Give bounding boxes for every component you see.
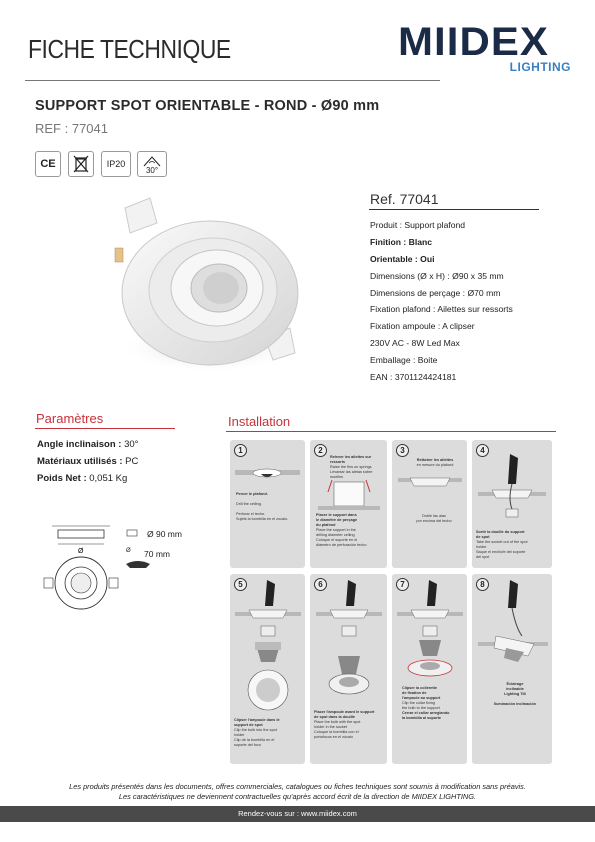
product-title: SUPPORT SPOT ORIENTABLE - ROND - Ø90 mm (35, 98, 380, 114)
spec-row: Produit : Support plafond (370, 220, 466, 230)
param-row: Matériaux utilisés : PC (37, 456, 139, 467)
footer-website-link[interactable]: Rendez-vous sur : www.miidex.com (0, 806, 595, 822)
dim-diameter: Ø 90 mm (147, 529, 182, 539)
disclaimer-line: Les caractéristiques ne deviennent contractuelles qu'après accord écrit de la direction de MIIDEX LIGHTING. (118, 792, 477, 801)
install-step-1: 1 Percer le plafond. Drill the ceiling. Perforar el techo. Sujets la bombilla en el zocalo. (230, 440, 305, 568)
document-title: FICHE TECHNIQUE (28, 34, 231, 64)
param-row: Poids Net : 0,051 Kg (37, 473, 128, 484)
installation-divider (226, 431, 556, 432)
svg-text:Ø: Ø (78, 548, 84, 555)
parametres-heading: Paramètres (36, 411, 104, 426)
spec-reference: Ref. 77041 (370, 191, 439, 207)
parametres-list (37, 436, 138, 487)
install-step-4: 4 Sortir la douille du support de spot Take the socket out of the spot holder Saque el enchufe del soporte del spot (472, 440, 552, 568)
parametres-divider (35, 428, 175, 429)
install-step-5: 5 Clipser l'ampoule dans le support de spot Clip the bulb into the spot holder Clip de la bombilla en el soporte del foco (230, 574, 305, 764)
install-step-8: 8 Éclairage inclinable Lighting Tilt Iluminación inclinación (472, 574, 552, 764)
spec-row: Finition : Blanc (370, 236, 433, 247)
param-row: Angle inclinaison : 30° (37, 439, 139, 450)
spec-row: Fixation ampoule : A clipser (370, 321, 475, 332)
step-caption: Percer le plafond. Drill the ceiling. Perforar el techo. Sujets la bombilla en el zocalo. (236, 492, 289, 521)
spec-divider (369, 209, 539, 210)
logo-wordmark: MIIDEX (398, 20, 549, 64)
product-reference: REF : 77041 (35, 121, 108, 136)
spec-row: EAN : 3701124424181 (370, 372, 457, 383)
install-step-7: 7 Clipser la collerette de fixation de l'ampoule au support Clip the collar fixing the bulb to the support Cerrar el collar arreglando la bombilla al soporte (392, 574, 467, 764)
spec-row: Dimensions (Ø x H) : Ø90 x 35 mm (370, 270, 504, 281)
product-photo (95, 188, 305, 388)
spec-list (370, 217, 570, 386)
spec-row: 230V AC - 8W Led Max (370, 338, 460, 349)
logo-tagline: LIGHTING (509, 60, 571, 74)
spec-row: Fixation plafond : Ailettes sur ressorts (370, 304, 513, 315)
install-step-2: 2 Relever les ailettes sur ressorts Raise the fins on springs Levantar las aletas sobre muelles Placer le support dans le diamètre de perçage du plafond Place the support in the drilling diameter ceiling Coloque el soporte en el diámetro de perforación techo (310, 440, 387, 568)
install-step-3: 3 Relâcher les ailettes en mesure du plafond Doble las alas por encima del techo (392, 440, 467, 568)
dim-cutout: 70 mm (144, 549, 170, 559)
legal-disclaimer (0, 782, 595, 802)
dim-cutout-symbol: Ø (126, 548, 131, 554)
spec-row: Emballage : Boite (370, 355, 438, 366)
weee-bin-icon (68, 151, 94, 177)
ip20-badge: IP20 (101, 151, 131, 177)
installation-heading: Installation (228, 414, 291, 429)
disclaimer-line: Les produits présentés dans les documents, offres commerciales, catalogues ou fiches techniques sont soumis à modification sans préavis. (69, 782, 526, 791)
tilt-angle-icon: 30° (137, 151, 167, 177)
header-divider (25, 80, 440, 81)
spec-row: Orientable : Oui (370, 253, 435, 264)
ce-mark-icon: CE (35, 151, 61, 177)
install-step-6: 6 Placer l'ampoule avant le support de spot dans la douille Place the bulb with the spot holder in the socket Coloque la bombilla con el portafocos en el zócalo (310, 574, 387, 764)
spec-row: Dimensions de perçage : Ø70 mm (370, 287, 501, 298)
brand-logo (398, 20, 573, 78)
